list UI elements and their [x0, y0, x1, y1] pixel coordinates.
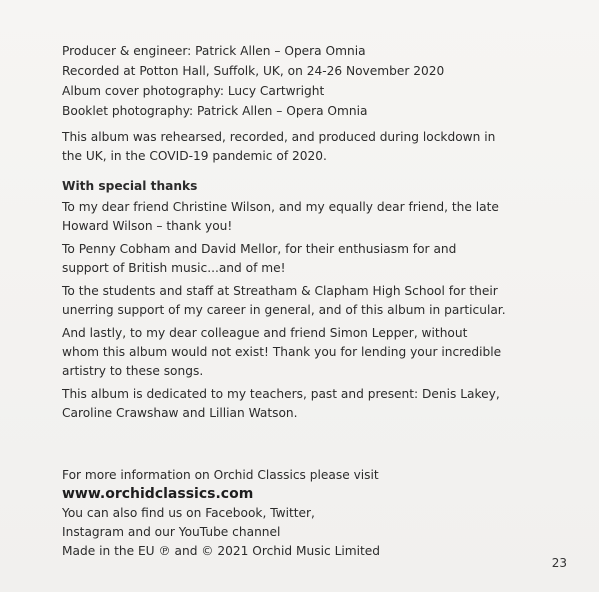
- text-line: Caroline Crawshaw and Lillian Watson.: [62, 406, 298, 420]
- text-line: This album is dedicated to my teachers, past and present: Denis Lakey,: [62, 387, 500, 401]
- website-url: www.orchidclassics.com: [62, 486, 254, 502]
- text-line: And lastly, to my dear colleague and friend Simon Lepper, without: [62, 326, 468, 340]
- credit-recording: Recorded at Potton Hall, Suffolk, UK, on 24-26 November 2020: [62, 64, 445, 78]
- credit-booklet-photo: Booklet photography: Patrick Allen – Opera Omnia: [62, 104, 368, 118]
- credits-block: [62, 41, 562, 121]
- copyright-line: Made in the EU ℗ and © 2021 Orchid Music Limited: [62, 544, 381, 558]
- thanks-section: [62, 198, 562, 427]
- lockdown-note: [62, 128, 562, 166]
- text-line: unerring support of my career in general, and of this album in particular.: [62, 303, 506, 317]
- lockdown-note-line: This album was rehearsed, recorded, and produced during lockdown in: [62, 130, 496, 144]
- text-line: support of British music...and of me!: [62, 261, 286, 275]
- social-line: You can also find us on Facebook, Twitter,: [62, 506, 315, 520]
- dedication-paragraph: [62, 385, 562, 423]
- social-line: Instagram and our YouTube channel: [62, 525, 281, 539]
- lockdown-note-line: the UK, in the COVID-19 pandemic of 2020.: [62, 149, 327, 163]
- thanks-heading: With special thanks: [62, 179, 198, 193]
- text-line: whom this album would not exist! Thank you for lending your incredible: [62, 345, 502, 359]
- text-line: Howard Wilson – thank you!: [62, 219, 233, 233]
- text-line: artistry to these songs.: [62, 364, 204, 378]
- text-line: To my dear friend Christine Wilson, and my equally dear friend, the late: [62, 200, 499, 214]
- thanks-paragraph-lepper: [62, 324, 562, 381]
- credit-cover-photo: Album cover photography: Lucy Cartwright: [62, 84, 325, 98]
- info-intro: For more information on Orchid Classics please visit: [62, 468, 379, 482]
- text-line: To Penny Cobham and David Mellor, for their enthusiasm for and: [62, 242, 457, 256]
- thanks-paragraph-school: [62, 282, 562, 320]
- thanks-paragraph-cobham-mellor: [62, 240, 562, 278]
- text-line: To the students and staff at Streatham & Clapham High School for their: [62, 284, 498, 298]
- credit-producer: Producer & engineer: Patrick Allen – Opera Omnia: [62, 44, 366, 58]
- thanks-paragraph-wilson: [62, 198, 562, 236]
- label-info: [62, 466, 562, 561]
- page-number: 23: [551, 556, 567, 570]
